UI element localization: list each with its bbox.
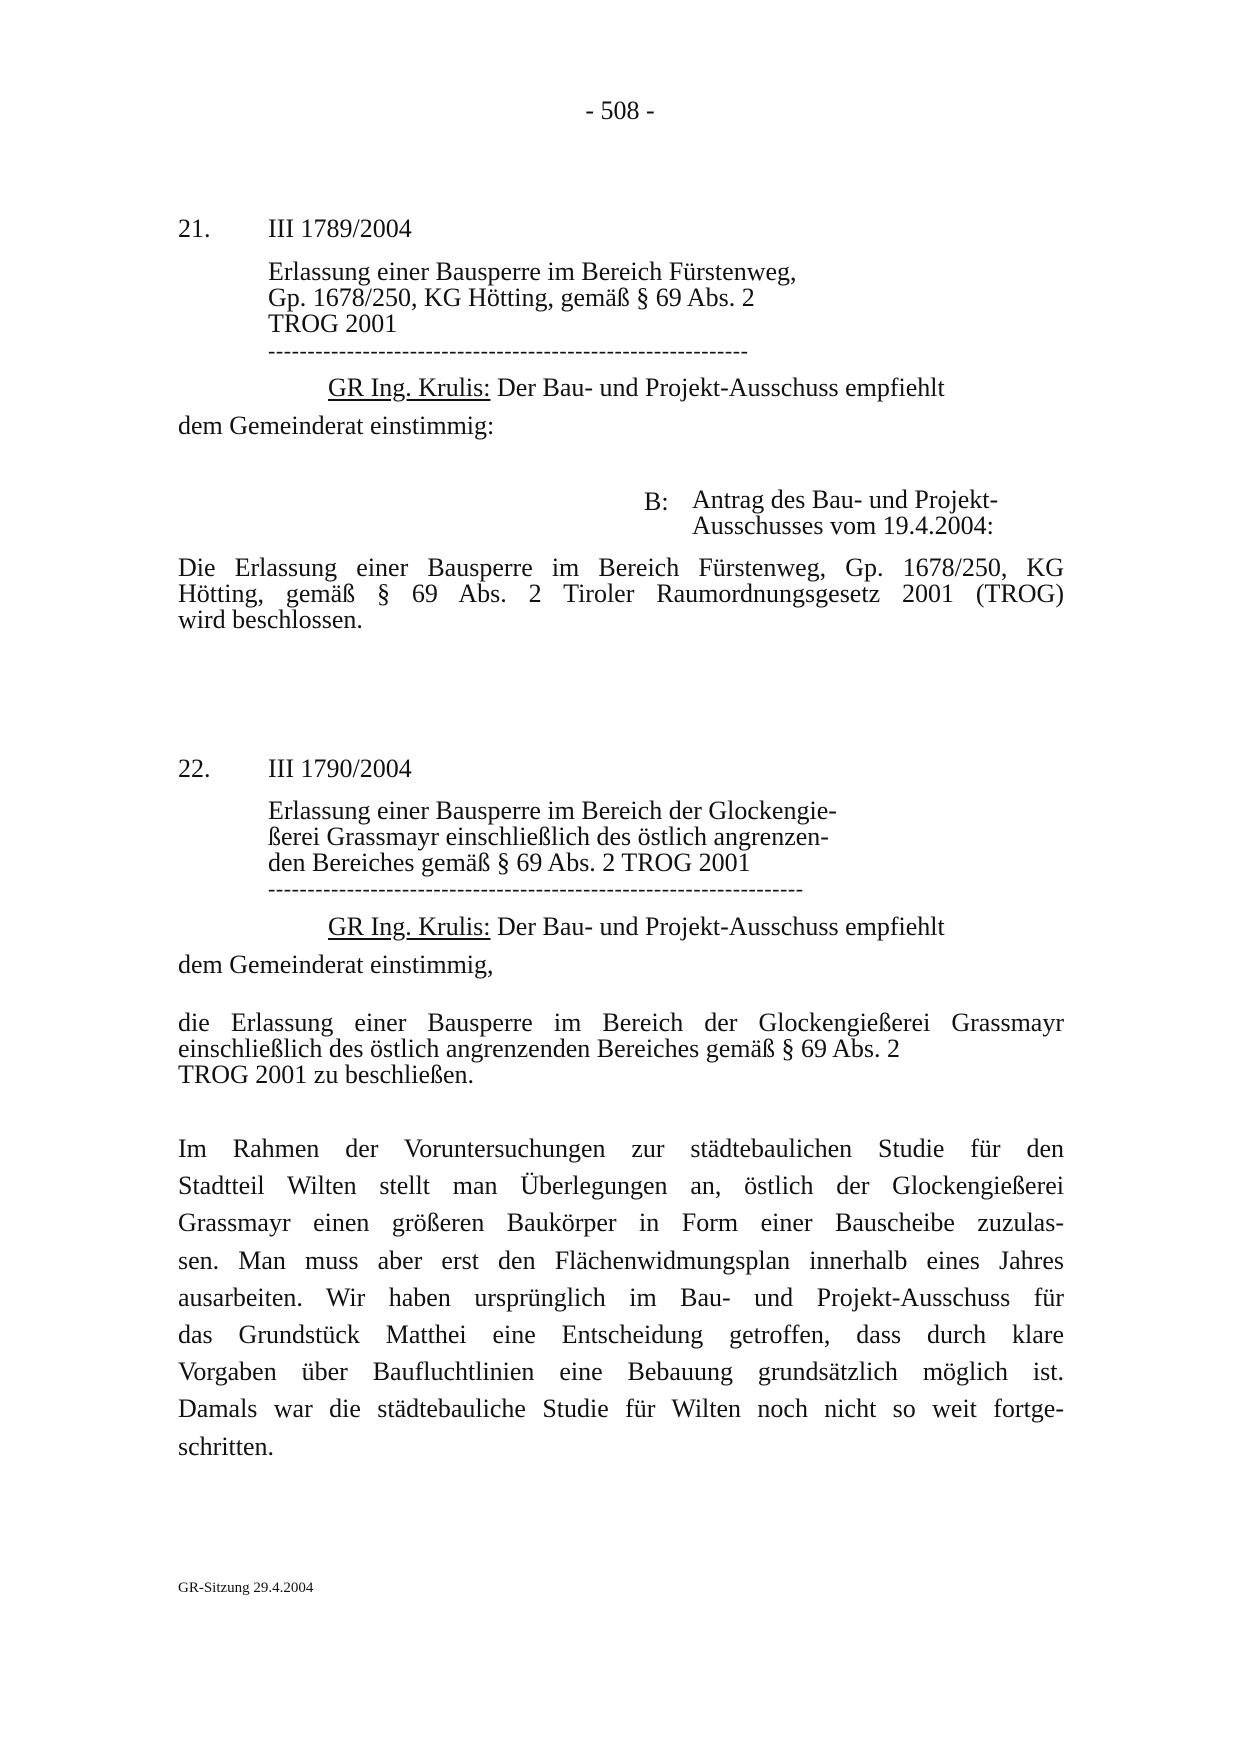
paragraph-line: Im Rahmen der Voruntersuchungen zur städtebaulichen Studie für den xyxy=(178,1134,1064,1163)
discussion-paragraph xyxy=(178,1130,1064,1465)
speaker-name: GR Ing. Krulis: xyxy=(328,912,491,941)
item-title-line: Erlassung einer Bausperre im Bereich der Glockengie- xyxy=(268,796,837,825)
resolution-line: Die Erlassung einer Bausperre im Bereich Fürstenweg, Gp. 1678/250, KG xyxy=(178,553,1064,582)
item-reference: III 1790/2004 xyxy=(268,754,412,783)
paragraph-line: Grassmayr einen größeren Baukörper in Form einer Bauscheibe zuzulas- xyxy=(178,1208,1064,1238)
paragraph-line: das Grundstück Matthei eine Entscheidung getroffen, dass durch klare xyxy=(178,1320,1064,1350)
footer-session-date: GR-Sitzung 29.4.2004 xyxy=(178,1580,314,1596)
recommendation-continued: dem Gemeinderat einstimmig, xyxy=(178,950,494,979)
paragraph-line: Stadtteil Wilten stellt man Überlegungen an, östlich der Glockengießerei xyxy=(178,1171,1064,1201)
recommendation-text: Der Bau- und Projekt-Ausschuss empfiehlt xyxy=(497,373,945,402)
item-title xyxy=(268,259,797,337)
paragraph-line: sen. Man muss aber erst den Flächenwidmungsplan innerhalb eines Jahres xyxy=(178,1245,1064,1275)
title-separator: ------------------------------------------------------------- xyxy=(268,338,749,363)
paragraph-line: ausarbeiten. Wir haben ursprünglich im Bau- und Projekt-Ausschuss für xyxy=(178,1282,1064,1312)
resolution-line: wird beschlossen. xyxy=(178,605,363,634)
recommendation xyxy=(328,912,945,942)
item-reference: III 1789/2004 xyxy=(268,214,412,243)
item-title-line: ßerei Grassmayr einschließlich des östlich angrenzen- xyxy=(268,822,829,851)
resolution-line: die Erlassung einer Bausperre im Bereich der Glockengießerei Grassmayr xyxy=(178,1008,1064,1037)
resolution-line: Hötting, gemäß § 69 Abs. 2 Tiroler Raumordnungsgesetz 2001 (TROG) xyxy=(178,579,1064,608)
resolution-line: einschließlich des östlich angrenzenden Bereiches gemäß § 69 Abs. 2 xyxy=(178,1034,901,1063)
item-number: 21. xyxy=(178,214,211,243)
paragraph-line: Damals war die städtebauliche Studie für Wilten noch nicht so weit fortge- xyxy=(178,1394,1064,1424)
item-title-line: Gp. 1678/250, KG Hötting, gemäß § 69 Abs. 2 xyxy=(268,283,755,312)
motion-line: Ausschusses vom 19.4.2004: xyxy=(692,511,994,540)
resolution-line: TROG 2001 zu beschließen. xyxy=(178,1060,475,1089)
paragraph-line: schritten. xyxy=(178,1431,275,1461)
resolution-text xyxy=(178,555,1064,633)
motion-title xyxy=(692,487,998,539)
item-title-line: TROG 2001 xyxy=(268,309,398,338)
title-separator: -------------------------------------------------------------------- xyxy=(268,876,804,901)
item-number: 22. xyxy=(178,754,211,783)
recommendation-continued: dem Gemeinderat einstimmig: xyxy=(178,411,495,440)
item-title-line: Erlassung einer Bausperre im Bereich Fürstenweg, xyxy=(268,257,797,286)
item-title-line: den Bereiches gemäß § 69 Abs. 2 TROG 2001 xyxy=(268,848,751,877)
recommendation-text: Der Bau- und Projekt-Ausschuss empfiehlt xyxy=(497,912,945,941)
recommendation xyxy=(328,373,945,403)
speaker-name: GR Ing. Krulis: xyxy=(328,373,491,402)
page-number: - 508 - xyxy=(585,96,655,125)
resolution-text xyxy=(178,1010,1064,1088)
paragraph-line: Vorgaben über Baufluchtlinien eine Bebauung grundsätzlich möglich ist. xyxy=(178,1357,1064,1387)
motion-line: Antrag des Bau- und Projekt- xyxy=(692,485,999,514)
item-title xyxy=(268,798,837,876)
motion-label: B: xyxy=(644,487,669,516)
